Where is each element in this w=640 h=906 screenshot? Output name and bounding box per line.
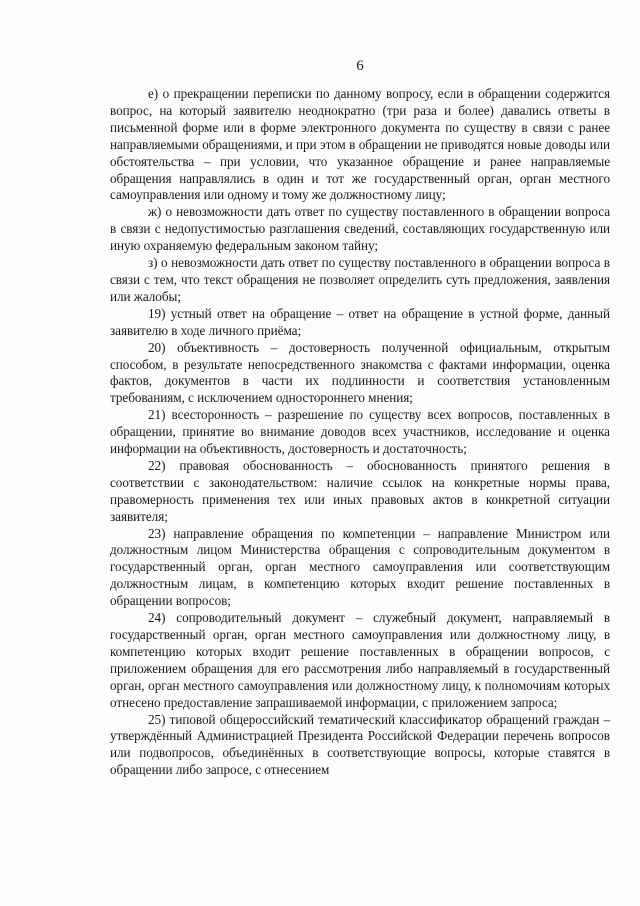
paragraph-25: 25) типовой общероссийский тематический классификатор обращений граждан – утверждённый Администрацией Президента Российской Федерации перечень вопросов или подвопросов, объединённых в соответствующие вопросы, которые ставятся в обращении либо запросе, с отнесением <box>110 711 610 778</box>
document-body <box>110 86 610 779</box>
paragraph-20: 20) объективность – достоверность полученной официальным, открытым способом, в результате непосредственного знакомства с фактами информации, оценка фактов, документов в части их подлинности и соответствия установленным требованиям, с исключением одностороннего мнения; <box>110 339 610 406</box>
paragraph-24: 24) сопроводительный документ – служебный документ, направляемый в государственный орган, орган местного самоуправления или должностному лицу, в компетенцию которых входит решение поставленных в обращении вопросов, с приложением обращения для его рассмотрения либо направляемый в государственный орган, орган местного самоуправления или должностному лицу, к полномочиям которых отнесено предоставление запрашиваемой информации, с приложением запроса; <box>110 610 610 710</box>
page-number: 6 <box>356 58 364 74</box>
paragraph-23: 23) направление обращения по компетенции – направление Министром или должностным лицом Министерства обращения с сопроводительным документом в государственный орган, орган местного самоуправления или соответствующим должностным лицам, в компетенцию которых входит решение поставленных в обращении вопросов; <box>110 525 610 609</box>
paragraph-e: е) о прекращении переписки по данному вопросу, если в обращении содержится вопрос, на который заявителю неоднократно (три раза и более) давались ответы в письменной форме или в форме электронного документа по существу в связи с ранее направляемыми обращениями, и при этом в обращении не приводятся новые доводы или обстоятельства – при условии, что указанное обращение и ранее направляемые обращения направлялись в один и тот же государственный орган, орган местного самоуправления или одному и тому же должностному лицу; <box>110 86 610 203</box>
paragraph-19: 19) устный ответ на обращение – ответ на обращение в устной форме, данный заявителю в ходе личного приёма; <box>110 305 610 338</box>
paragraph-z: з) о невозможности дать ответ по существу поставленного в обращении вопроса в связи с тем, что текст обращения не позволяет определить суть предложения, заявления или жалобы; <box>110 255 610 304</box>
paragraph-22: 22) правовая обоснованность – обоснованность принятого решения в соответствии с законодательством: наличие ссылок на конкретные нормы права, правомерность применения тех или иных правовых актов в конкретной ситуации заявителя; <box>110 457 610 524</box>
paragraph-zh: ж) о невозможности дать ответ по существу поставленного в обращении вопроса в связи с недопустимостью разглашения сведений, составляющих государственную или иную охраняемую федеральным законом тайну; <box>110 204 610 254</box>
paragraph-21: 21) всесторонность – разрешение по существу всех вопросов, поставленных в обращении, принятие во внимание доводов всех участников, исследование и оценка информации на объективность, достоверность и достаточность; <box>110 407 610 457</box>
